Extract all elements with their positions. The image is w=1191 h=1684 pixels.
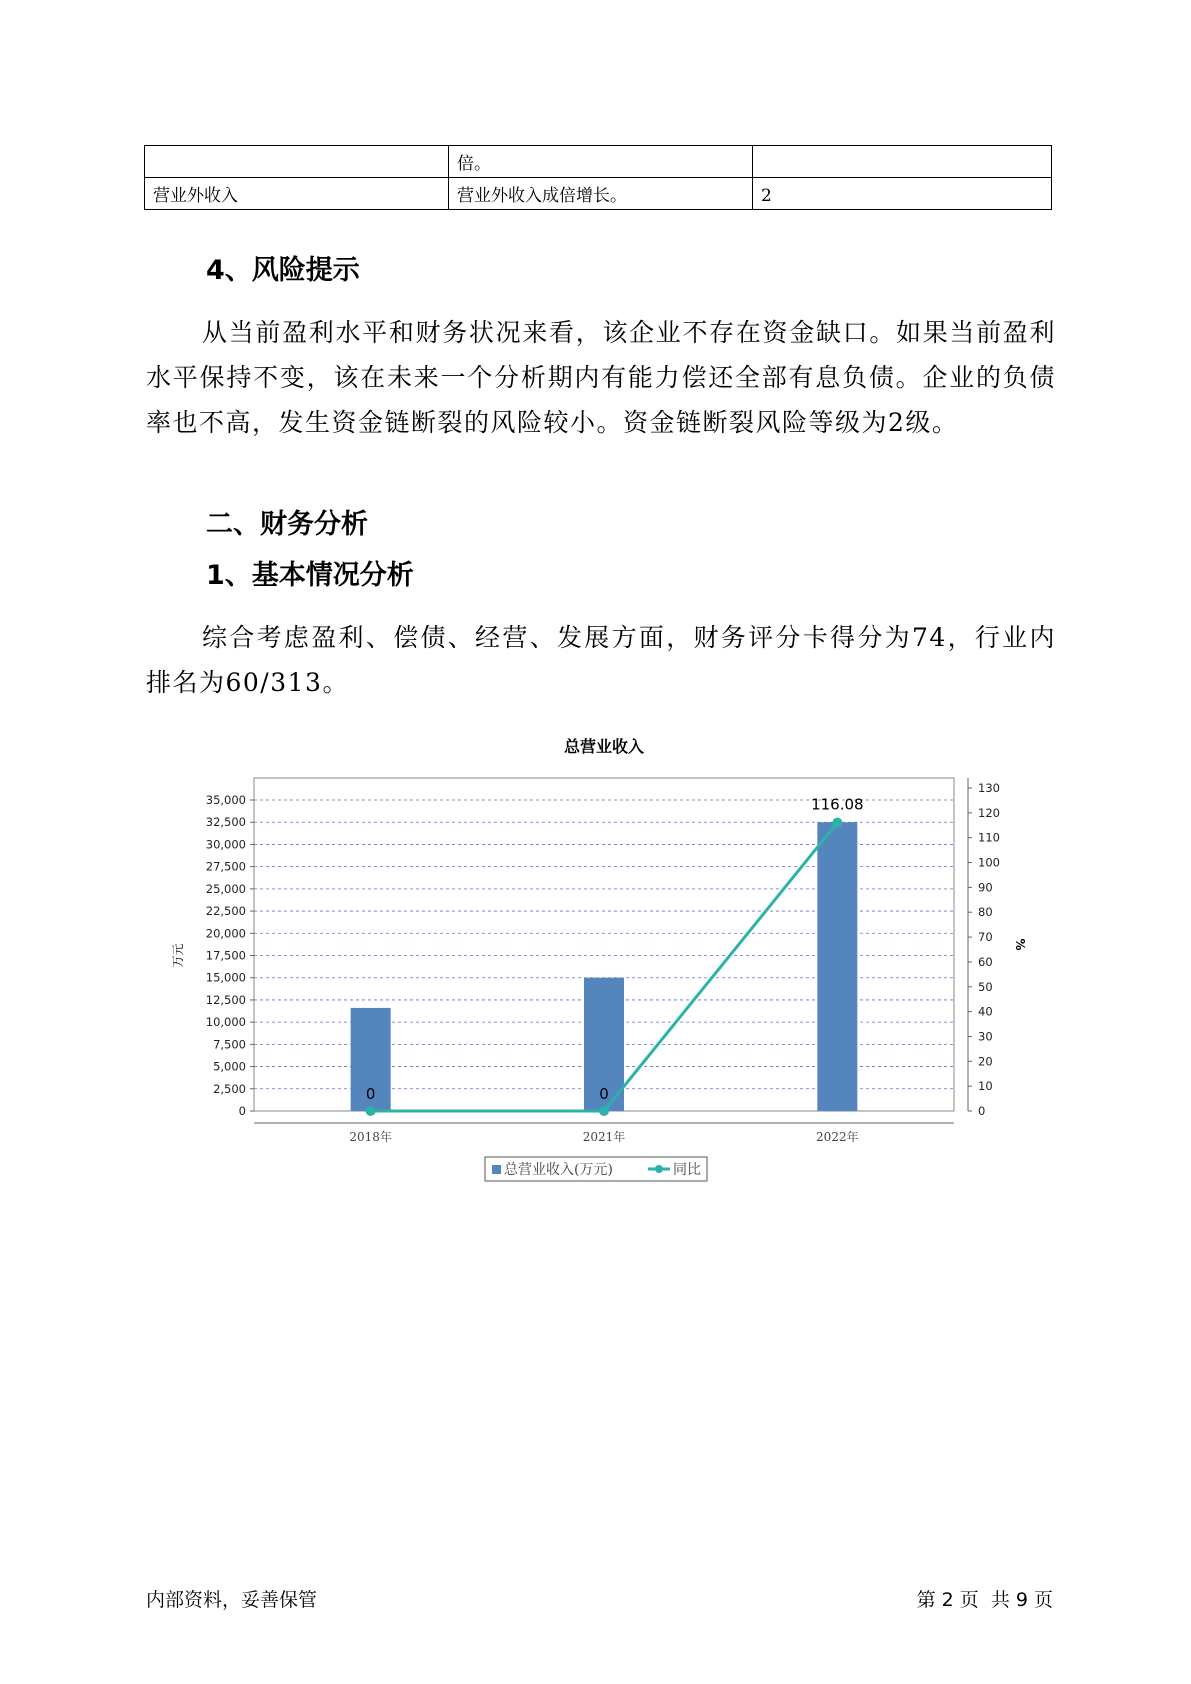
line-point [366, 1106, 376, 1116]
legend-label-yoy: 同比 [673, 1162, 701, 1178]
chart-title: 总营业收入 [563, 737, 645, 756]
line-point [832, 818, 842, 828]
bar [817, 822, 857, 1111]
y2-tick-label: 130 [978, 781, 1000, 795]
table-cell [145, 146, 449, 178]
y-tick-label: 10,000 [205, 1015, 246, 1030]
table-row [145, 146, 1052, 178]
y2-tick-label: 70 [978, 930, 993, 945]
y-tick-label: 12,500 [205, 992, 246, 1007]
y-tick-label: 20,000 [205, 926, 246, 941]
section-heading-risk: 4、风险提示 [206, 255, 360, 286]
revenue-chart [170, 728, 1030, 1188]
data-label: 0 [365, 1085, 376, 1103]
data-label: 116.08 [811, 795, 864, 814]
legend-label-revenue: 总营业收入(万元) [504, 1162, 613, 1178]
basic-analysis-paragraph: 综合考虑盈利、偿债、经营、发展方面，财务评分卡得分为74，行业内排名为60/313。 [146, 623, 1056, 697]
y2-tick-label: 20 [978, 1054, 993, 1069]
legend-swatch-bar [492, 1165, 501, 1174]
section-heading-basic-analysis: 1、基本情况分析 [206, 560, 414, 591]
y2-tick-label: 120 [978, 805, 1000, 820]
legend-swatch-point [655, 1165, 663, 1173]
y2-tick-label: 0 [978, 1104, 986, 1118]
y-tick-label: 25,000 [205, 881, 246, 896]
y2-tick-label: 40 [978, 1004, 993, 1019]
x-tick-label: 2022年 [816, 1130, 859, 1144]
footer-left: 内部资料，妥善保管 [146, 1589, 318, 1611]
risk-paragraph: 从当前盈利水平和财务状况来看，该企业不存在资金缺口。如果当前盈利水平保持不变，该在未来一个分析期内有能力偿还全部有息负债。企业的负债率也不高，发生资金链断裂的风险较小。资金链断裂风险等级为2级。 [146, 318, 1056, 437]
table-cell [753, 146, 1052, 178]
table-cell: 2 [753, 178, 1052, 210]
y-tick-label: 35,000 [205, 793, 246, 807]
y-tick-label: 17,500 [205, 948, 246, 963]
table-cell: 倍。 [449, 146, 753, 178]
y2-tick-label: 50 [978, 979, 993, 994]
x-tick-label: 2021年 [582, 1130, 626, 1144]
y-tick-label: 0 [238, 1104, 246, 1118]
y2-tick-label: 10 [978, 1079, 993, 1094]
y-tick-label: 2,500 [213, 1081, 246, 1096]
y-axis-label: 万元 [171, 943, 185, 968]
section-heading-financial-analysis: 二、财务分析 [206, 509, 368, 540]
y2-tick-label: 90 [978, 880, 993, 895]
y2-tick-label: 30 [978, 1029, 993, 1044]
y2-tick-label: 110 [978, 830, 1000, 845]
y-tick-label: 5,000 [213, 1059, 246, 1074]
summary-table [144, 145, 1052, 210]
table-cell: 营业外收入 [145, 178, 449, 210]
y-tick-label: 22,500 [205, 904, 246, 919]
data-label: 0 [599, 1085, 609, 1103]
line-point [599, 1106, 609, 1116]
y-tick-label: 15,000 [205, 970, 246, 985]
y2-axis-label: % [1013, 938, 1027, 951]
y2-tick-label: 60 [978, 954, 993, 969]
x-tick-label: 2018年 [349, 1130, 392, 1144]
page-number: 第 2 页 共 9 页 [916, 1589, 1053, 1611]
table-row [145, 178, 1052, 210]
y-tick-label: 30,000 [205, 837, 246, 852]
y2-tick-label: 100 [978, 855, 1000, 870]
table-cell: 营业外收入成倍增长。 [449, 178, 753, 210]
y2-tick-label: 80 [978, 905, 993, 920]
y-tick-label: 27,500 [205, 859, 246, 874]
y-tick-label: 7,500 [213, 1037, 246, 1052]
y-tick-label: 32,500 [205, 815, 246, 830]
